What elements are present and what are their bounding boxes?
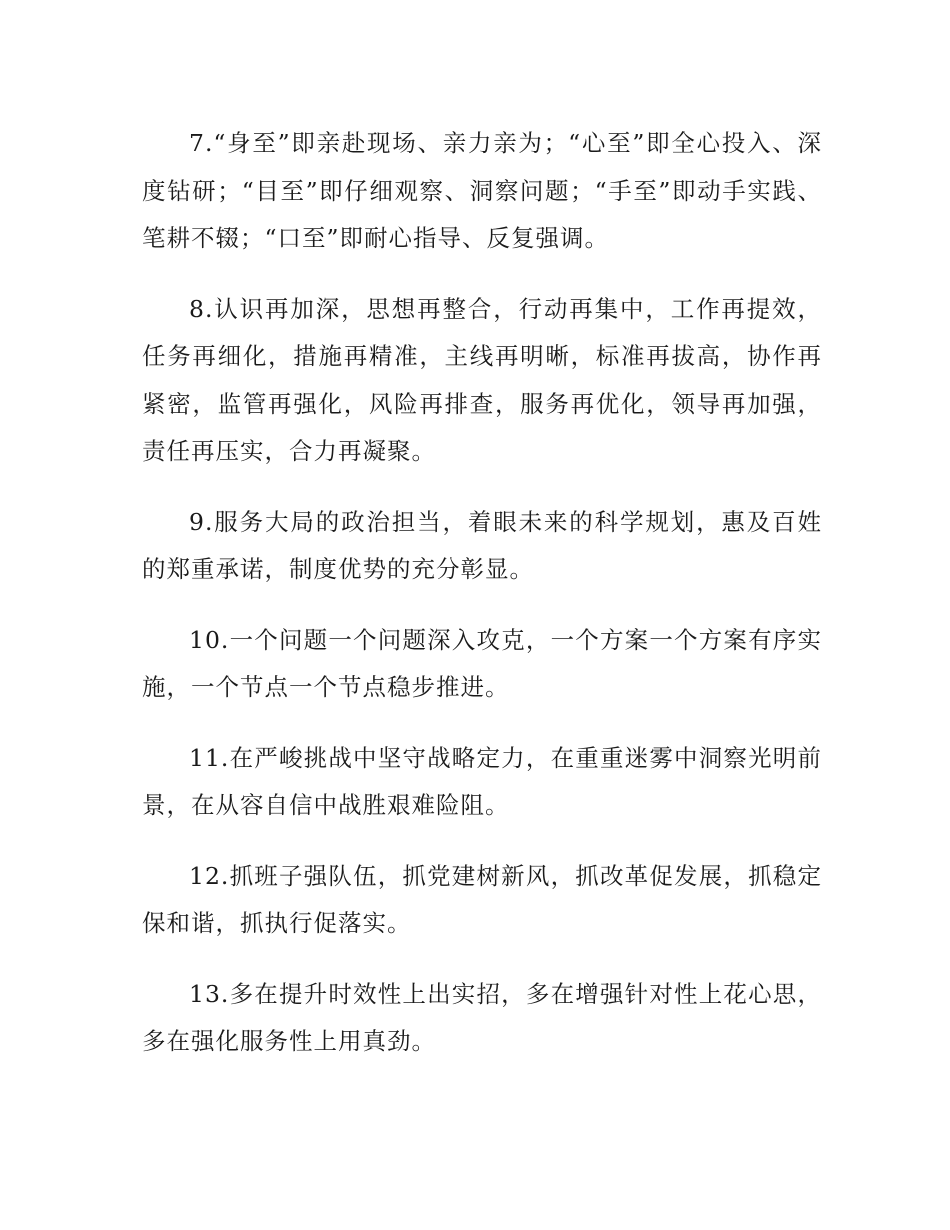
paragraph-11: 11.在严峻挑战中坚守战略定力，在重重迷雾中洞察光明前景，在从容自信中战胜艰难险阻。 (142, 743, 822, 819)
paragraph-9: 9.服务大局的政治担当，着眼未来的科学规划，惠及百姓的郑重承诺，制度优势的充分彰显。 (142, 507, 822, 583)
paragraph-13: 13.多在提升时效性上出实招，多在增强针对性上花心思，多在强化服务性上用真劲。 (142, 979, 822, 1055)
document-body (142, 120, 822, 1089)
paragraph-8: 8.认识再加深，思想再整合，行动再集中，工作再提效，任务再细化，措施再精准，主线再明晰，标准再拔高，协作再紧密，监管再强化，风险再排查，服务再优化，领导再加强，责任再压实，合力再凝聚。 (142, 294, 822, 465)
paragraph-7: 7.“身至”即亲赴现场、亲力亲为；“心至”即全心投入、深度钻研；“目至”即仔细观察、洞察问题；“手至”即动手实践、笔耕不辍；“口至”即耐心指导、反复强调。 (142, 129, 822, 252)
paragraph-10: 10.一个问题一个问题深入攻克，一个方案一个方案有序实施，一个节点一个节点稳步推进。 (142, 625, 822, 701)
paragraph-12: 12.抓班子强队伍，抓党建树新风，抓改革促发展，抓稳定保和谐，抓执行促落实。 (142, 861, 822, 937)
